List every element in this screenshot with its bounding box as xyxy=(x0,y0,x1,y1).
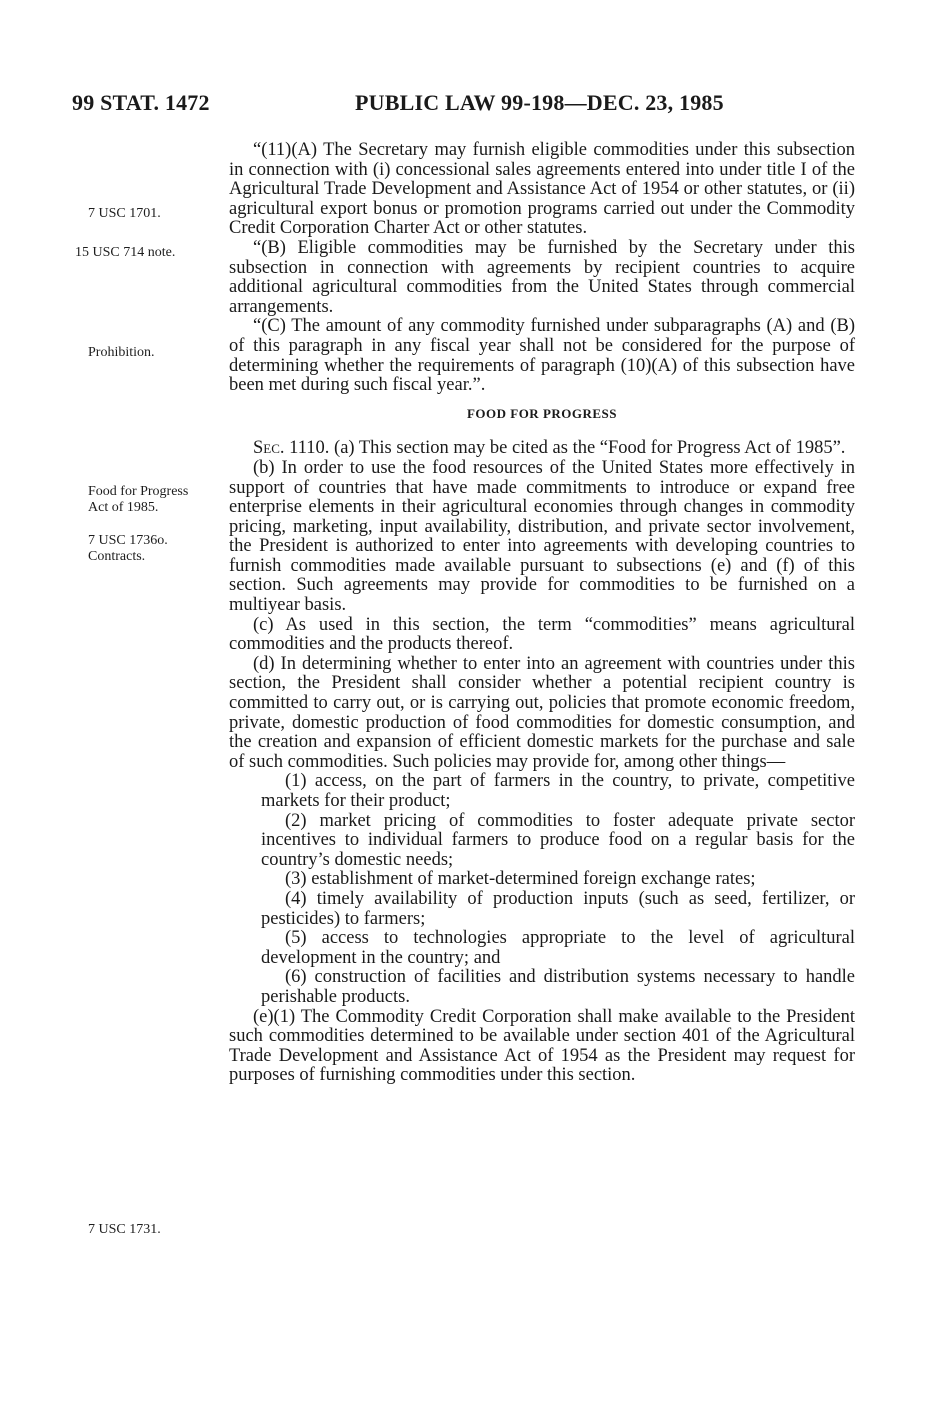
section-heading: FOOD FOR PROGRESS xyxy=(466,405,618,421)
paragraph-11b: “(B) Eligible commodities may be furnished by the Secretary under this subsection in connection with agreements by recipient countries to acquire additional agricultural commodities from the United States through commercial arrangements. xyxy=(229,237,855,317)
section-label: Sec. xyxy=(253,438,285,459)
paragraph-11a: “(11)(A) The Secretary may furnish eligible commodities under this subsection in connection with (i) concessional sales agreements entered into under title I of the Agricultural Trade Development and Assistance Act of 1954 or other statutes, or (ii) agricultural export bonus or promotion programs carried out under the Commodity Credit Corporation Charter Act or other statutes. xyxy=(229,140,855,239)
law-title: PUBLIC LAW 99-198—DEC. 23, 1985 xyxy=(355,90,724,115)
margin-note-7-usc-1701: 7 USC 1701. xyxy=(88,206,161,221)
list-item: (6) construction of facilities and distribution systems necessary to handle perishable products. xyxy=(261,967,855,1007)
list-item: (4) timely availability of production inputs (such as seed, fertilizer, or pesticides) to farmers; xyxy=(261,888,855,929)
statute-body xyxy=(229,141,855,1086)
margin-note-contracts: Contracts. xyxy=(88,549,146,564)
margin-note-food-for-progress: Food for Progress Act of 1985. xyxy=(88,484,189,515)
section-1110-b: (b) In order to use the food resources of the United States more effectively in support of countries that have made commitments to introduce or expand free enterprise elements in their agricultural economies through changes in commodity pricing, marketing, input availability, distribution, and private sector involvement, the President is authorized to enter into agreements with developing countries to furnish commodities made available pursuant to subsections (e) and (f) of this section. Such agreements may provide for commodities to be furnished on a multiyear basis. xyxy=(229,457,855,616)
list-item: (2) market pricing of commodities to foster adequate private sector incentives to individual farmers to produce food on a regular basis for the country’s domestic needs; xyxy=(261,810,855,870)
section-1110-c: (c) As used in this section, the term “commodities” means agricultural commodities and the products thereof. xyxy=(229,614,855,655)
list-item: (3) establishment of market-determined foreign exchange rates; xyxy=(285,869,756,890)
section-1110-e1: (e)(1) The Commodity Credit Corporation shall make available to the President such commodities determined to be available under section 401 of the Agricultural Trade Development and Assistance Act of 1954 as the President may request for purposes of furnishing commodities under this section. xyxy=(229,1006,855,1086)
stat-reference: 99 STAT. 1472 xyxy=(72,90,210,115)
margin-note-7-usc-1736o: 7 USC 1736o. xyxy=(88,533,168,548)
margin-note-7-usc-1731: 7 USC 1731. xyxy=(88,1222,161,1237)
list-item: (5) access to technologies appropriate to the level of agricultural development in the country; and xyxy=(261,928,855,968)
section-1110-a xyxy=(229,439,855,459)
margin-note-prohibition: Prohibition. xyxy=(88,345,155,360)
list-item: (1) access, on the part of farmers in the country, to private, competitive markets for their product; xyxy=(261,771,855,811)
paragraph-11c: “(C) The amount of any commodity furnished under subparagraphs (A) and (B) of this paragraph in any fiscal year shall not be considered for the purpose of determining whether the requirements of paragraph (10)(A) of this subsection have been met during such fiscal year.”. xyxy=(229,316,855,396)
margin-note-15-usc-714: 15 USC 714 note. xyxy=(75,245,176,260)
section-1110-d: (d) In determining whether to enter into an agreement with countries under this section, the President shall consider whether a potential recipient country is committed to carry out, or is carrying out, policies that promote economic freedom, private, domestic production of food commodities for domestic consumption, and the creation and expansion of efficient domestic markets for the purchase and sale of such commodities. Such policies may provide for, among other things— xyxy=(229,653,855,772)
section-1110-a-text: 1110. (a) This section may be cited as the “Food for Progress Act of 1985”. xyxy=(289,438,846,459)
